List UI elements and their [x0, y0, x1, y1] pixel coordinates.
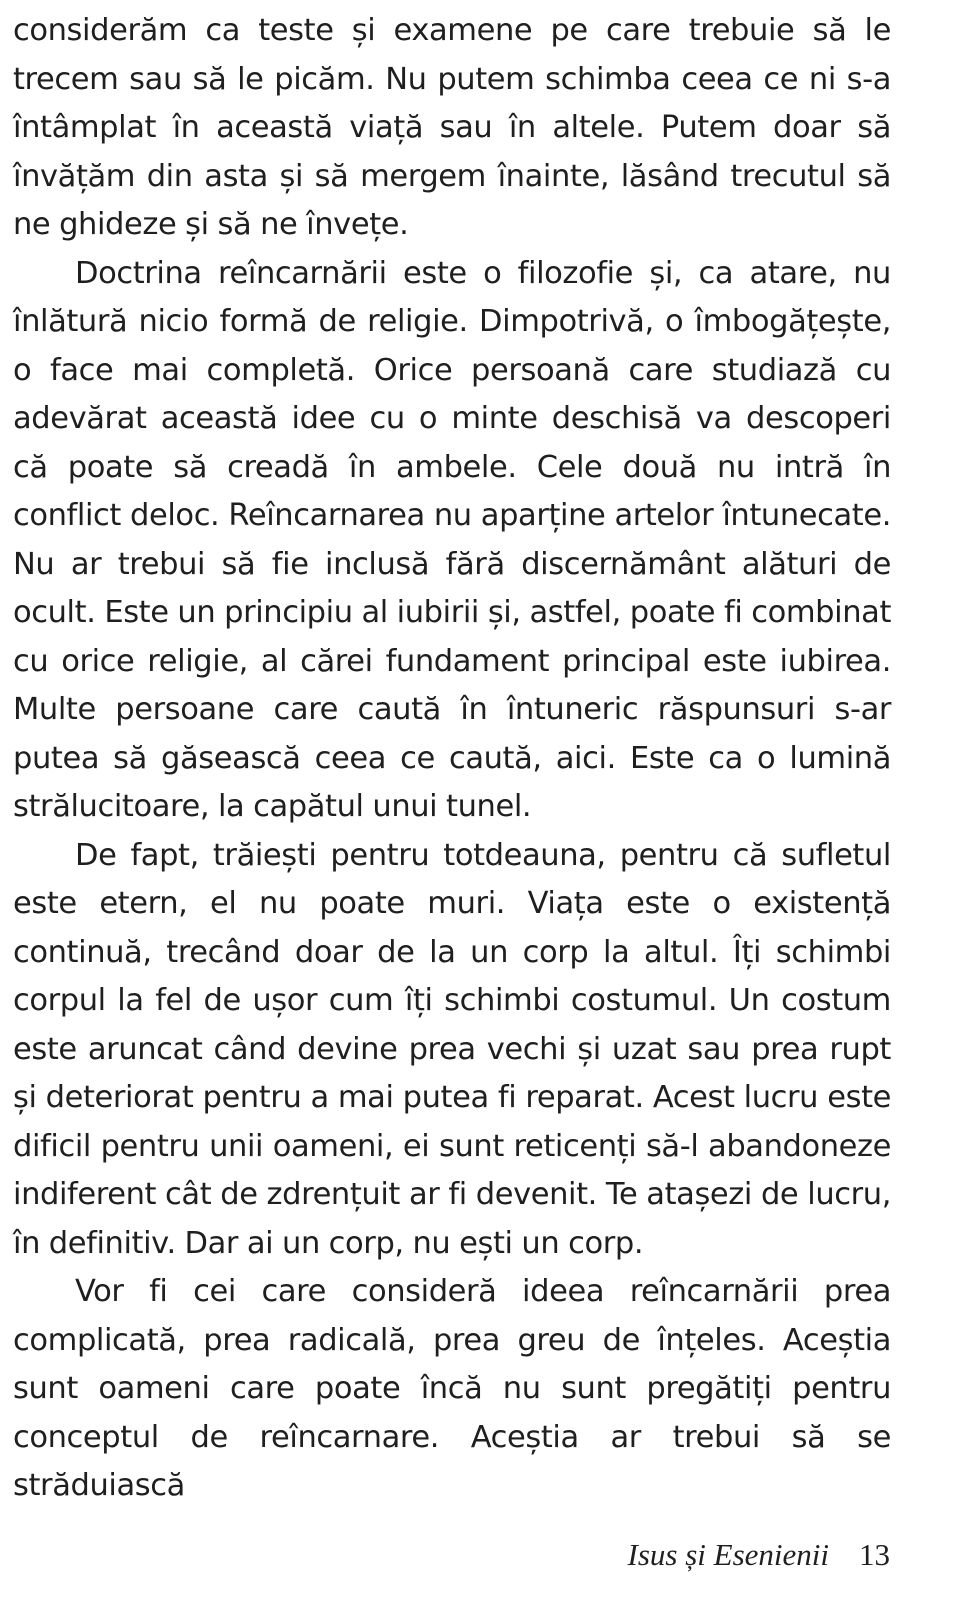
paragraph-2: Doctrina reîncarnării este o filozofie și, ca atare, nu înlătură nicio formă de religie. Dimpotrivă, o îmbogățește, o face mai completă. Orice persoană care studiază cu adevărat această idee cu o minte deschisă va descoperi că poate să creadă în ambele. Cele două nu intră în conflict deloc. Reîncarnarea nu aparține artelor întunecate. Nu ar trebui să fie inclusă fără discernământ alături de ocult. Este un principiu al iubirii și, astfel, poate fi combinat cu orice religie, al cărei fundament principal este iubirea. Multe persoane care caută în întuneric răspunsuri s-ar putea să găsească ceea ce caută, aici. Este ca o lumină strălucitoare, la capătul unui tunel.	[13, 255, 891, 824]
page-footer	[628, 1537, 891, 1573]
paragraph-1: considerăm ca teste și examene pe care trebuie să le trecem sau să le picăm. Nu putem schimba ceea ce ni s-a întâmplat în această viață sau în altele. Putem doar să învățăm din asta și să mergem înainte, lăsând trecutul să ne ghideze și să ne învețe.	[13, 13, 891, 242]
paragraph-4: Vor fi cei care consideră ideea reîncarnării prea complicată, prea radicală, prea greu de înțeles. Aceștia sunt oameni care poate încă nu sunt pregătiți pentru conceptul de reîncarnare. Aceștia ar trebui să se străduiască	[13, 1274, 891, 1503]
paragraph-3: De fapt, trăiești pentru totdeauna, pentru că sufletul este etern, el nu poate muri. Viața este o existență continuă, trecând doar de la un corp la altul. Îți schimbi corpul la fel de ușor cum îți schimbi costumul. Un costum este aruncat când devine prea vechi și uzat sau prea rupt și deteriorat pentru a mai putea fi reparat. Acest lucru este dificil pentru unii oameni, ei sunt reticenți să-l abandoneze indiferent cât de zdrențuit ar fi devenit. Te atașezi de lucru, în definitiv. Dar ai un corp, nu ești un corp.	[13, 837, 891, 1261]
page-body-text	[13, 7, 891, 1511]
page-number: 13	[859, 1537, 890, 1572]
running-title: Isus și Esenienii	[627, 1537, 829, 1572]
